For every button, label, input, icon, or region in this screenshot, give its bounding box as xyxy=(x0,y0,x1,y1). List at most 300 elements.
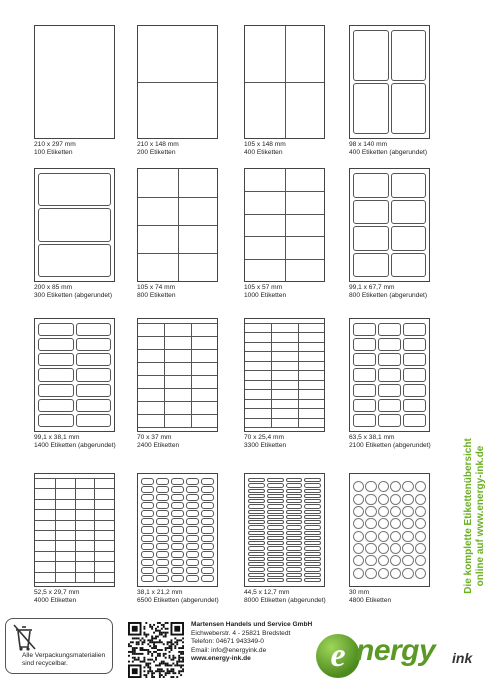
label-shape xyxy=(201,510,214,517)
label-divider xyxy=(35,572,114,573)
label-shape xyxy=(353,384,376,397)
label-shape xyxy=(248,510,265,514)
recycle-bin-icon xyxy=(13,623,39,651)
label-shape xyxy=(304,531,321,535)
label-shape xyxy=(286,552,303,556)
label-shape xyxy=(390,518,401,529)
recycling-line-1: Alle Verpackungsmaterialien xyxy=(22,652,106,659)
label-shape xyxy=(267,552,284,556)
label-shape xyxy=(248,520,265,524)
label-shape xyxy=(201,551,214,558)
label-shape xyxy=(378,338,401,351)
label-shape xyxy=(415,531,426,542)
label-shape xyxy=(353,481,364,492)
label-divider xyxy=(138,253,217,254)
label-sheet-preview xyxy=(137,318,218,432)
label-shape xyxy=(248,578,265,582)
label-sheet-preview xyxy=(244,168,325,282)
label-shape xyxy=(353,30,389,81)
logo-ink: ink xyxy=(452,650,473,666)
label-shape xyxy=(378,353,401,366)
label-shape xyxy=(171,518,184,525)
company-website: www.energy-ink.de xyxy=(191,655,251,662)
label-divider xyxy=(138,349,217,350)
label-shape xyxy=(248,546,265,550)
label-shape xyxy=(304,562,321,566)
label-shape xyxy=(286,489,303,493)
label-shape xyxy=(415,543,426,554)
label-shape xyxy=(390,568,401,579)
label-count: 2400 Etiketten xyxy=(137,442,180,449)
label-shape xyxy=(365,518,376,529)
label-shape xyxy=(141,543,154,550)
label-divider xyxy=(35,499,114,500)
label-shape xyxy=(76,338,112,351)
label-divider xyxy=(271,323,272,427)
label-divider xyxy=(35,582,114,583)
label-shape xyxy=(353,173,389,198)
label-shape xyxy=(201,535,214,542)
label-shape xyxy=(267,489,284,493)
label-divider xyxy=(245,389,324,390)
label-divider xyxy=(35,561,114,562)
label-shape xyxy=(403,384,426,397)
label-shape xyxy=(415,506,426,517)
label-shape xyxy=(378,518,389,529)
label-shape xyxy=(76,323,112,336)
label-shape xyxy=(304,504,321,508)
label-sheet-item xyxy=(244,168,344,300)
label-count: 300 Etiketten (abgerundet) xyxy=(34,292,113,299)
label-divider xyxy=(138,375,217,376)
label-shape xyxy=(156,559,169,566)
label-count: 1400 Etiketten (abgerundet) xyxy=(34,442,116,449)
label-shape xyxy=(156,502,169,509)
label-shape xyxy=(286,483,303,487)
label-shape xyxy=(171,567,184,574)
label-shape xyxy=(248,552,265,556)
label-shape xyxy=(248,499,265,503)
label-shape xyxy=(38,173,111,206)
label-sheet-item xyxy=(137,318,237,450)
website-hint-line-1: Die komplette Etikettenübersicht xyxy=(463,438,474,594)
label-shape xyxy=(378,323,401,336)
label-shape xyxy=(365,568,376,579)
label-shape xyxy=(141,526,154,533)
label-shape xyxy=(353,323,376,336)
label-shape xyxy=(415,481,426,492)
label-shape xyxy=(390,543,401,554)
label-shape xyxy=(171,543,184,550)
label-divider xyxy=(245,399,324,400)
label-divider xyxy=(245,82,324,83)
label-shape xyxy=(353,226,389,251)
label-shape xyxy=(286,536,303,540)
label-shape xyxy=(267,573,284,577)
company-email: Email: info@energyink.de xyxy=(191,646,267,654)
label-shape xyxy=(391,83,427,134)
label-shape xyxy=(141,575,154,582)
label-shape xyxy=(156,535,169,542)
label-shape xyxy=(156,510,169,517)
label-shape xyxy=(304,494,321,498)
label-sheet-preview xyxy=(34,318,115,432)
label-shape xyxy=(286,520,303,524)
label-divider xyxy=(35,488,114,489)
label-count: 4800 Etiketten xyxy=(349,597,392,604)
label-count: 2100 Etiketten (abgerundet) xyxy=(349,442,431,449)
label-shape xyxy=(171,575,184,582)
label-shape xyxy=(156,494,169,501)
label-shape xyxy=(304,573,321,577)
label-shape xyxy=(365,531,376,542)
label-shape xyxy=(171,510,184,517)
label-shape xyxy=(186,478,199,485)
label-shape xyxy=(186,559,199,566)
label-sheet-preview xyxy=(137,168,218,282)
label-shape xyxy=(141,486,154,493)
label-shape xyxy=(248,525,265,529)
label-sheet-preview xyxy=(349,25,430,139)
label-shape xyxy=(156,551,169,558)
label-shape xyxy=(186,526,199,533)
label-size: 38,1 x 21,2 mm xyxy=(137,589,183,596)
label-shape xyxy=(171,478,184,485)
label-shape xyxy=(267,510,284,514)
label-shape xyxy=(186,567,199,574)
label-shape xyxy=(76,368,112,381)
label-shape xyxy=(76,384,112,397)
label-shape xyxy=(378,368,401,381)
label-shape xyxy=(353,338,376,351)
label-sheet-item xyxy=(137,25,237,157)
label-shape xyxy=(378,384,401,397)
label-shape xyxy=(390,481,401,492)
label-size: 30 mm xyxy=(349,589,370,596)
label-sheet-item xyxy=(34,473,134,605)
label-shape xyxy=(304,489,321,493)
label-shape xyxy=(403,323,426,336)
label-sheet-item xyxy=(244,318,344,450)
label-divider xyxy=(138,427,217,428)
label-shape xyxy=(267,478,284,482)
label-size: 70 x 25,4 mm xyxy=(244,434,284,441)
label-shape xyxy=(248,573,265,577)
label-divider xyxy=(138,414,217,415)
label-shape xyxy=(353,83,389,134)
label-shape xyxy=(286,557,303,561)
label-count: 800 Etiketten xyxy=(137,292,176,299)
label-shape xyxy=(267,557,284,561)
label-shape xyxy=(186,518,199,525)
label-shape xyxy=(365,506,376,517)
label-shape xyxy=(248,562,265,566)
label-shape xyxy=(378,568,389,579)
label-divider xyxy=(245,259,324,260)
label-shape xyxy=(378,506,389,517)
label-shape xyxy=(353,399,376,412)
label-divider xyxy=(138,362,217,363)
label-shape xyxy=(353,518,364,529)
label-sheet-preview xyxy=(137,473,218,587)
label-shape xyxy=(286,567,303,571)
label-shape xyxy=(365,494,376,505)
label-shape xyxy=(304,515,321,519)
label-shape xyxy=(402,568,413,579)
energy-ink-logo xyxy=(316,632,492,684)
label-divider xyxy=(35,520,114,521)
label-shape xyxy=(390,494,401,505)
label-divider xyxy=(245,191,324,192)
label-shape xyxy=(391,226,427,251)
label-divider xyxy=(138,225,217,226)
label-shape xyxy=(304,525,321,529)
label-shape xyxy=(171,502,184,509)
label-size: 44,5 x 12,7 mm xyxy=(244,589,290,596)
label-divider xyxy=(138,197,217,198)
label-shape xyxy=(141,510,154,517)
label-shape xyxy=(171,535,184,542)
label-shape xyxy=(201,478,214,485)
label-divider xyxy=(245,342,324,343)
label-divider xyxy=(298,323,299,427)
label-count: 100 Etiketten xyxy=(34,149,73,156)
label-sheet-item xyxy=(349,168,449,300)
label-shape xyxy=(141,551,154,558)
label-shape xyxy=(248,489,265,493)
label-shape xyxy=(186,510,199,517)
label-shape xyxy=(286,510,303,514)
label-shape xyxy=(267,515,284,519)
label-sheet-item xyxy=(34,318,134,450)
label-divider xyxy=(245,427,324,428)
label-count: 1000 Etiketten xyxy=(244,292,287,299)
label-shape xyxy=(267,567,284,571)
label-shape xyxy=(141,502,154,509)
label-shape xyxy=(415,568,426,579)
label-count: 400 Etiketten (abgerundet) xyxy=(349,149,428,156)
label-shape xyxy=(402,543,413,554)
website-hint xyxy=(455,416,495,616)
label-shape xyxy=(141,478,154,485)
label-shape xyxy=(38,414,74,427)
label-divider xyxy=(245,370,324,371)
label-shape xyxy=(76,414,112,427)
label-shape xyxy=(353,414,376,427)
label-shape xyxy=(353,368,376,381)
label-shape xyxy=(304,478,321,482)
label-shape xyxy=(76,353,112,366)
label-shape xyxy=(304,578,321,582)
label-shape xyxy=(286,541,303,545)
label-divider xyxy=(245,351,324,352)
label-shape xyxy=(201,526,214,533)
label-size: 105 x 57 mm xyxy=(244,284,283,291)
label-shape xyxy=(353,555,364,566)
label-sheet-item xyxy=(244,25,344,157)
label-shape xyxy=(76,399,112,412)
label-shape xyxy=(286,578,303,582)
label-divider xyxy=(245,214,324,215)
label-count: 6500 Etiketten (abgerundet) xyxy=(137,597,219,604)
label-shape xyxy=(353,568,364,579)
label-shape xyxy=(415,494,426,505)
label-shape xyxy=(403,399,426,412)
label-shape xyxy=(38,368,74,381)
label-shape xyxy=(267,562,284,566)
label-shape xyxy=(304,510,321,514)
company-name: Martensen Handels und Service GmbH xyxy=(191,621,313,628)
label-shape xyxy=(390,555,401,566)
label-shape xyxy=(286,515,303,519)
label-shape xyxy=(171,551,184,558)
label-shape xyxy=(201,567,214,574)
label-sheet-preview xyxy=(349,473,430,587)
label-divider xyxy=(35,509,114,510)
label-divider xyxy=(285,169,286,281)
label-shape xyxy=(156,478,169,485)
label-shape xyxy=(403,353,426,366)
label-shape xyxy=(267,520,284,524)
qr-code-icon xyxy=(128,622,184,678)
label-shape xyxy=(201,543,214,550)
label-shape xyxy=(248,541,265,545)
label-shape xyxy=(304,499,321,503)
label-shape xyxy=(286,531,303,535)
logo-word: nergy xyxy=(356,634,436,667)
label-shape xyxy=(156,567,169,574)
label-shape xyxy=(171,559,184,566)
label-count: 800 Etiketten (abgerundet) xyxy=(349,292,428,299)
label-shape xyxy=(201,518,214,525)
label-shape xyxy=(353,353,376,366)
label-shape xyxy=(304,520,321,524)
label-sheet-preview xyxy=(34,168,115,282)
label-shape xyxy=(391,253,427,278)
label-count: 4000 Etiketten xyxy=(34,597,77,604)
label-divider xyxy=(245,408,324,409)
label-sheet-preview xyxy=(34,25,115,139)
label-divider xyxy=(245,236,324,237)
label-shape xyxy=(248,494,265,498)
label-divider xyxy=(35,551,114,552)
label-shape xyxy=(38,384,74,397)
label-shape xyxy=(248,515,265,519)
label-divider xyxy=(245,323,324,324)
label-divider xyxy=(138,82,217,83)
label-shape xyxy=(248,478,265,482)
label-shape xyxy=(186,535,199,542)
label-shape xyxy=(415,518,426,529)
logo-e-ball: e xyxy=(316,634,360,678)
label-size: 105 x 148 mm xyxy=(244,141,286,148)
website-hint-line-2: online auf www.energy-ink.de xyxy=(475,445,486,587)
label-shape xyxy=(304,483,321,487)
label-shape xyxy=(286,478,303,482)
label-shape xyxy=(267,525,284,529)
label-shape xyxy=(286,525,303,529)
label-shape xyxy=(304,552,321,556)
label-shape xyxy=(304,567,321,571)
label-shape xyxy=(378,543,389,554)
label-shape xyxy=(156,526,169,533)
label-shape xyxy=(378,555,389,566)
label-divider xyxy=(35,478,114,479)
label-shape xyxy=(353,494,364,505)
label-shape xyxy=(378,481,389,492)
label-shape xyxy=(141,494,154,501)
label-shape xyxy=(267,483,284,487)
label-shape xyxy=(286,504,303,508)
label-divider xyxy=(138,401,217,402)
label-shape xyxy=(267,536,284,540)
label-shape xyxy=(186,494,199,501)
label-shape xyxy=(156,575,169,582)
label-divider xyxy=(245,361,324,362)
label-shape xyxy=(171,486,184,493)
label-shape xyxy=(403,414,426,427)
label-shape xyxy=(403,368,426,381)
label-shape xyxy=(186,486,199,493)
label-shape xyxy=(391,173,427,198)
label-sheet-item xyxy=(137,473,237,605)
label-shape xyxy=(248,557,265,561)
label-shape xyxy=(402,531,413,542)
label-shape xyxy=(38,353,74,366)
label-shape xyxy=(201,559,214,566)
label-shape xyxy=(304,541,321,545)
label-sheet-preview xyxy=(244,473,325,587)
label-shape xyxy=(248,567,265,571)
label-sheet-preview xyxy=(349,168,430,282)
label-divider xyxy=(35,530,114,531)
label-shape xyxy=(353,253,389,278)
label-shape xyxy=(38,323,74,336)
label-shape xyxy=(38,208,111,241)
label-count: 200 Etiketten xyxy=(137,149,176,156)
label-shape xyxy=(390,506,401,517)
label-divider xyxy=(245,332,324,333)
label-size: 105 x 74 mm xyxy=(137,284,176,291)
label-shape xyxy=(141,559,154,566)
company-address xyxy=(191,621,312,664)
recycling-notice xyxy=(5,618,113,674)
label-divider xyxy=(138,323,217,324)
label-shape xyxy=(378,531,389,542)
label-shape xyxy=(38,399,74,412)
label-shape xyxy=(201,502,214,509)
label-divider xyxy=(138,388,217,389)
label-shape xyxy=(267,504,284,508)
label-sheet-preview xyxy=(244,25,325,139)
label-sheet-item xyxy=(349,318,449,450)
label-shape xyxy=(156,518,169,525)
label-size: 210 x 148 mm xyxy=(137,141,179,148)
label-sheet-preview xyxy=(34,473,115,587)
label-sheet-item xyxy=(349,25,449,157)
label-shape xyxy=(286,494,303,498)
label-sheet-preview xyxy=(244,318,325,432)
label-shape xyxy=(267,578,284,582)
label-sheet-item xyxy=(34,168,134,300)
label-shape xyxy=(286,573,303,577)
label-shape xyxy=(267,499,284,503)
label-shape xyxy=(402,518,413,529)
label-sheet-preview xyxy=(349,318,430,432)
label-shape xyxy=(141,535,154,542)
company-street: Eichweberstr. 4 - 25821 Bredstedt xyxy=(191,629,291,637)
label-shape xyxy=(402,494,413,505)
